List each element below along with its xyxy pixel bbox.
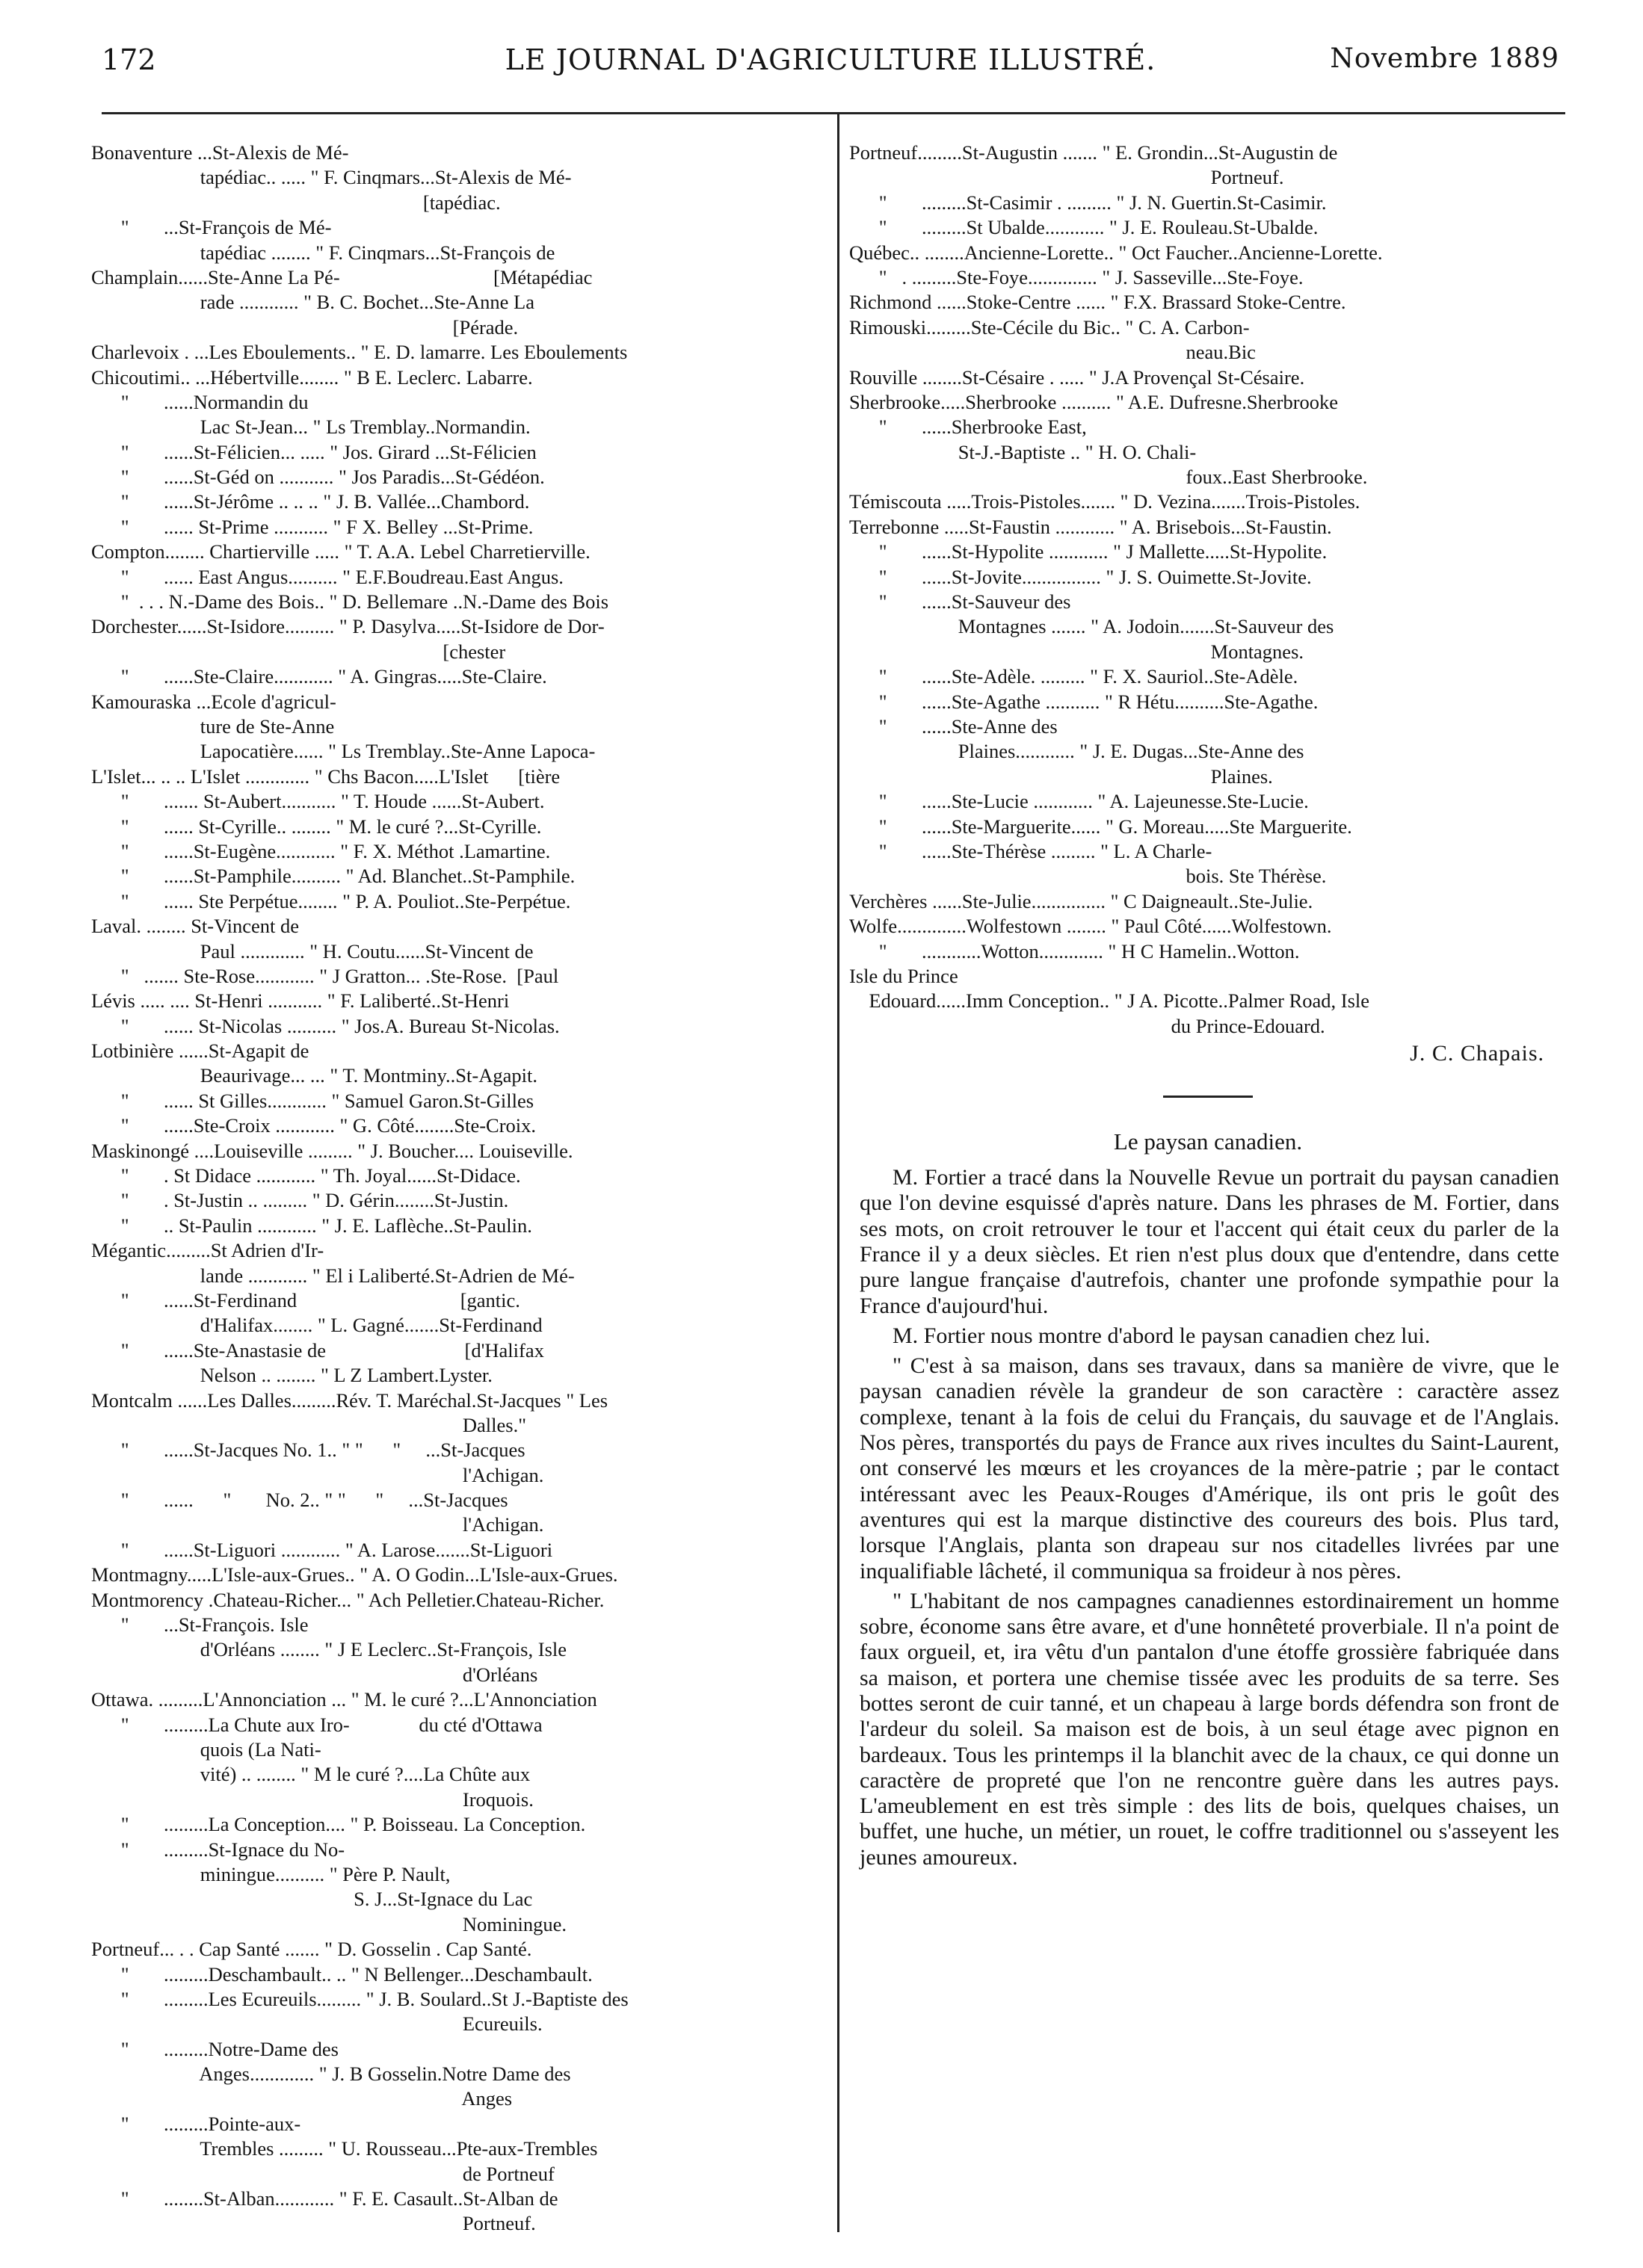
- directory-line: d'Orléans ........ " J E Leclerc..St-François, Isle: [91, 1638, 567, 1661]
- directory-entry: [91, 2112, 828, 2136]
- directory-entry: [91, 140, 828, 165]
- directory-line: Compton........ Chartierville ..... " T. A.A. Lebel Charretierville.: [91, 540, 591, 563]
- directory-line: tapédiac ........ " F. Cinqmars...St-François de: [91, 241, 555, 264]
- directory-entry: [849, 489, 1567, 514]
- directory-line: Lapocatière...... " Ls Tremblay..Ste-Anne Lapoca-: [91, 740, 596, 763]
- directory-line: " ...... East Angus.......... " E.F.Boudreau.East Angus.: [91, 565, 564, 588]
- article-body: [849, 1165, 1567, 1870]
- directory-entry: [849, 989, 1567, 1039]
- directory-line: " ...... St-Nicolas .......... " Jos.A. Bureau St-Nicolas.: [91, 1014, 560, 1037]
- directory-entry: [91, 1139, 828, 1164]
- directory-entry: [849, 614, 1567, 664]
- directory-line: " .........St-Casimir . ......... " J. N. Guertin.St-Casimir.: [849, 191, 1327, 214]
- directory-line: Lotbinière ......St-Agapit de: [91, 1039, 309, 1063]
- directory-entry: [91, 889, 828, 914]
- directory-entry: [849, 789, 1567, 814]
- directory-line: Laval. ........ St-Vincent de: [91, 915, 300, 938]
- directory-line: Montmorency .Chateau-Richer... " Ach Pelletier.Chateau-Richer.: [91, 1588, 605, 1611]
- directory-line: Isle du Prince: [849, 964, 958, 987]
- directory-entry: [91, 939, 828, 964]
- directory-line: " .........Deschambault.. .. " N Bellenger...Deschambault.: [91, 1962, 593, 1986]
- directory-entry: [91, 1338, 828, 1363]
- directory-entry: [849, 690, 1567, 714]
- directory-entry: [91, 2136, 828, 2187]
- directory-entry: [91, 914, 828, 939]
- directory-line: Beaurivage... ... " T. Montminy..St-Agapit.: [91, 1064, 537, 1087]
- directory-line: quois (La Nati-: [91, 1738, 321, 1761]
- directory-line: l'Achigan.: [91, 1513, 544, 1536]
- directory-line: vité) .. ........ " M le curé ?....La Chûte aux: [91, 1763, 531, 1786]
- directory-entry: [849, 739, 1567, 789]
- directory-line: Terrebonne .....St-Faustin ............ " A. Brisebois...St-Faustin.: [849, 515, 1332, 538]
- directory-line: Mégantic.........St Adrien d'Ir-: [91, 1239, 324, 1262]
- directory-entry: [91, 165, 828, 215]
- directory-line: " .........Les Ecureuils......... " J. B. Soulard..St J.-Baptiste des: [91, 1987, 629, 2010]
- directory-entry: [849, 914, 1567, 939]
- directory-entry: [91, 390, 828, 415]
- directory-entry: [91, 1563, 828, 1587]
- right-column-directory: [849, 140, 1567, 1039]
- directory-entry: [849, 440, 1567, 465]
- directory-line: " .. St-Paulin ............ " J. E. Laflèche..St-Paulin.: [91, 1214, 532, 1237]
- directory-entry: [91, 290, 828, 340]
- directory-line: " ...... St Gilles............ " Samuel Garon.St-Gilles: [91, 1089, 534, 1112]
- article-paragraph: M. Fortier nous montre d'abord le paysan canadien chez lui.: [893, 1323, 1431, 1348]
- directory-line: de Portneuf: [91, 2162, 555, 2185]
- directory-line: Anges............. " J. B Gosselin.Notre Dame des: [91, 2062, 571, 2086]
- directory-entry: [91, 1363, 828, 1388]
- directory-line: Trembles ......... " U. Rousseau...Pte-aux-Trembles: [91, 2137, 598, 2160]
- directory-entry: [91, 565, 828, 590]
- directory-entry: [849, 191, 1567, 215]
- directory-line: Verchères ......Ste-Julie............... " C Daigneault..Ste-Julie.: [849, 889, 1313, 912]
- directory-line: Charlevoix . ...Les Eboulements.. " E. D. lamarre. Les Eboulements: [91, 341, 628, 364]
- right-column: [849, 140, 1567, 1870]
- directory-entry: [91, 1937, 828, 1962]
- directory-line: " . St Didace ............ " Th. Joyal......St-Didace.: [91, 1164, 521, 1187]
- directory-line: " ......St-Jérôme .. .. .. " J. B. Vallée...Chambord.: [91, 490, 530, 513]
- directory-line: " ......Ste-Thérèse ......... " L. A Charle-: [849, 839, 1212, 862]
- directory-line: " ......St-Sauveur des: [849, 590, 1071, 614]
- directory-line: foux..East Sherbrooke.: [849, 466, 1368, 489]
- directory-entry: [91, 714, 828, 739]
- directory-line: " ...... " No. 2.. " " " ...St-Jacques: [91, 1489, 508, 1512]
- directory-line: l'Achigan.: [91, 1463, 544, 1486]
- directory-entry: [849, 290, 1567, 315]
- directory-entry: [91, 1238, 828, 1263]
- directory-line: Lac St-Jean... " Ls Tremblay..Normandin.: [91, 415, 531, 439]
- directory-entry: [91, 2037, 828, 2062]
- directory-entry: [91, 2187, 828, 2237]
- directory-line: " . .........Ste-Foye.............. " J. Sasseville...Ste-Foye.: [849, 265, 1304, 288]
- directory-entry: [91, 1214, 828, 1238]
- directory-entry: [91, 614, 828, 664]
- directory-entry: [91, 440, 828, 465]
- article-title: Le paysan canadien.: [1113, 1128, 1303, 1155]
- directory-line: " .........La Conception.... " P. Boisseau. La Conception.: [91, 1813, 586, 1836]
- directory-line: " ......St-Géd on ........... " Jos Paradis...St-Gédéon.: [91, 466, 545, 489]
- directory-line: Anges: [91, 2087, 513, 2110]
- directory-line: Montmagny.....L'Isle-aux-Grues.. " A. O Godin...L'Isle-aux-Grues.: [91, 1563, 618, 1586]
- directory-line: lande ............ " El i Laliberté.St-Adrien de Mé-: [91, 1264, 575, 1287]
- directory-line: S. J...St-Ignace du Lac: [91, 1888, 533, 1911]
- directory-line: " . . . N.-Dame des Bois.. " D. Bellemare ..N.-Dame des Bois: [91, 590, 609, 614]
- directory-line: Kamouraska ...Ecole d'agricul-: [91, 690, 336, 713]
- directory-line: Plaines............ " J. E. Dugas...Ste-Anne des: [849, 740, 1304, 763]
- directory-line: " ....... St-Aubert........... " T. Houde ......St-Aubert.: [91, 790, 545, 813]
- directory-line: " .........La Chute aux Iro- du cté d'Ottawa: [91, 1713, 543, 1736]
- directory-line: Nominingue.: [91, 1912, 567, 1935]
- directory-line: " .........St Ubalde............ " J. E. Rouleau.St-Ubalde.: [849, 216, 1319, 239]
- directory-entry: [91, 989, 828, 1013]
- directory-entry: [91, 590, 828, 614]
- directory-entry: [849, 964, 1567, 989]
- directory-line: tapédiac.. ..... " F. Cinqmars...St-Alexis de Mé-: [91, 166, 572, 189]
- article-paragraph: " C'est à sa maison, dans ses travaux, dans sa manière de vivre, que le paysan canadien révèle la grandeur de son caractère : caractère assez complexe, tenant à la fois de celui du Français, du sauvage et de l'Anglais. Nos pères, transportés du pays de France aux rives incultes du Saint-Laurent, ont conservé les mœurs et les croyances de la mère-patrie ; par le contact intéressant avec les Peaux-Rouges d'Amérique, ils ont pris le goût des aventures qui est la marque distinctive des coureurs des bois. Plus tard, lorsque l'Anglais, planta son drapeau sur nos citadelles livrées par une inqualifiable lâcheté, il communiqua sa froideur à nos pères.: [860, 1353, 1559, 1583]
- directory-entry: [91, 241, 828, 265]
- directory-entry: [91, 1613, 828, 1637]
- directory-entry: [849, 939, 1567, 964]
- directory-entry: [849, 340, 1567, 365]
- directory-entry: [91, 1862, 828, 1887]
- directory-line: Chicoutimi.. ...Hébertville........ " B E. Leclerc. Labarre.: [91, 365, 533, 389]
- directory-line: " ......Ste-Agathe ........... " R Hétu..........Ste-Agathe.: [849, 690, 1319, 713]
- directory-entry: [849, 540, 1567, 564]
- directory-entry: [849, 714, 1567, 739]
- directory-entry: [91, 1438, 828, 1488]
- directory-entry: [91, 1538, 828, 1563]
- section-divider: [1163, 1096, 1253, 1098]
- directory-line: rade ............ " B. C. Bochet...Ste-Anne La: [91, 291, 534, 314]
- left-column-directory: [91, 140, 828, 2237]
- directory-entry: [91, 1089, 828, 1113]
- directory-entry: [91, 1313, 828, 1338]
- directory-line: Maskinongé ....Louiseville ......... " J. Boucher.... Louiseville.: [91, 1139, 573, 1162]
- directory-line: Portneuf.........St-Augustin ....... " E. Grondin...St-Augustin de: [849, 141, 1338, 164]
- directory-line: " ......St-Ferdinand [gantic.: [91, 1288, 520, 1311]
- directory-entry: [849, 365, 1567, 390]
- directory-line: Dorchester......St-Isidore.......... " P. Dasylva.....St-Isidore de Dor-: [91, 615, 605, 638]
- article-paragraph: " L'habitant de nos campagnes canadiennes estordinairement un homme sobre, économe sans être avare, et d'une honnêteté proverbiale. Il n'a point de faux orgueil, et, ira vêtu d'un pantalon d'une étoffe grossière fabriquée dans sa maison, et portera une chemise tissée avec les produits de sa terre. Ses bottes seront de cuir tanné, et un chapeau à large bords défendra son front de l'ardeur du soleil. Sa maison est de bois, à un seul étage avec pignon en bardeaux. Tous les printemps il la blanchit avec de la chaux, ce qui donne un caractère de propreté que l'on ne rencontre guère dans les autres pays. L'ameublement en est très simple : des lits de bois, quelques chaises, un buffet, une huche, un métier, un rouet, le coffre traditionnel ou s'asseyent les jeunes amoureux.: [860, 1588, 1559, 1870]
- directory-line: miningue.......... " Père P. Nault,: [91, 1862, 451, 1885]
- directory-entry: [91, 739, 828, 764]
- directory-line: " ......Ste-Marguerite...... " G. Moreau.....Ste Marguerite.: [849, 815, 1352, 838]
- directory-line: ture de Ste-Anne: [91, 714, 335, 738]
- journal-title: LE JOURNAL D'AGRICULTURE ILLUSTRÉ.: [505, 43, 1156, 76]
- directory-entry: [849, 415, 1567, 439]
- signature: J. C. Chapais.: [1410, 1041, 1544, 1066]
- directory-line: " ............Wotton............. " H C Hamelin..Wotton.: [849, 939, 1300, 962]
- directory-line: " ......Ste-Adèle. ......... " F. X. Sauriol..Ste-Adèle.: [849, 665, 1298, 688]
- directory-line: " ......St-Félicien... ..... " Jos. Girard ...St-Félicien: [91, 440, 537, 463]
- directory-line: Sherbrooke.....Sherbrooke .......... " A.E. Dufresne.Sherbrooke: [849, 390, 1339, 413]
- directory-entry: [91, 489, 828, 514]
- directory-entry: [91, 1188, 828, 1213]
- directory-line: Plaines.: [849, 764, 1273, 788]
- directory-entry: [91, 789, 828, 814]
- page-number: 172: [102, 43, 156, 76]
- directory-entry: [91, 1288, 828, 1313]
- directory-line: neau.Bic: [849, 341, 1256, 364]
- directory-line: St-J.-Baptiste .. " H. O. Chali-: [849, 440, 1197, 463]
- directory-line: Dalles.": [91, 1413, 527, 1436]
- directory-entry: [91, 964, 828, 989]
- directory-entry: [91, 1264, 828, 1288]
- directory-line: " ......St-Pamphile.......... " Ad. Blanchet..St-Pamphile.: [91, 865, 576, 888]
- directory-entry: [91, 365, 828, 390]
- directory-line: " . St-Justin .. ......... " D. Gérin........St-Justin.: [91, 1189, 509, 1212]
- directory-line: Québec.. ........Ancienne-Lorette.. " Oct Faucher..Ancienne-Lorette.: [849, 241, 1383, 264]
- directory-line: Portneuf.: [849, 166, 1284, 189]
- directory-entry: [91, 1014, 828, 1039]
- directory-entry: [91, 1987, 828, 2037]
- directory-entry: [849, 664, 1567, 689]
- directory-line: Montagnes ....... " A. Jodoin.......St-Sauveur des: [849, 615, 1334, 638]
- directory-entry: [91, 864, 828, 889]
- directory-line: Témiscouta .....Trois-Pistoles....... " D. Vezina.......Trois-Pistoles.: [849, 490, 1360, 513]
- directory-entry: [91, 340, 828, 365]
- directory-line: " ......St-Liguori ............ " A. Larose.......St-Liguori: [91, 1538, 553, 1561]
- directory-line: " ......St-Jovite................ " J. S. Ouimette.St-Jovite.: [849, 565, 1312, 588]
- directory-entry: [91, 1812, 828, 1837]
- directory-entry: [849, 864, 1567, 889]
- directory-line: " ......Ste-Claire............ " A. Gingras.....Ste-Claire.: [91, 665, 547, 688]
- directory-entry: [849, 315, 1567, 340]
- directory-line: L'Islet... .. .. L'Islet ............. " Chs Bacon.....L'Islet [tière: [91, 764, 561, 788]
- directory-line: " ...... Ste Perpétue........ " P. A. Pouliot..Ste-Perpétue.: [91, 889, 571, 912]
- issue-date: Novembre 1889: [1330, 43, 1559, 74]
- directory-line: Portneuf.: [91, 2212, 536, 2235]
- directory-line: du Prince-Edouard.: [849, 1014, 1325, 1037]
- directory-line: " ...... St-Prime ........... " F X. Belley ...St-Prime.: [91, 515, 534, 538]
- article-paragraph: M. Fortier a tracé dans la Nouvelle Revue un portrait du paysan canadien que l'on devine esquissé d'après nature. Dans les phrases de M. Fortier, dans ses mots, on croit retrouver le tour et l'accent qui était ceux du parler de la France il y a deux siècles. Et rien n'est plus doux que d'entendre, dans cette pure langue française d'autrefois, chanter une profonde sympathie pour la France d'aujourd'hui.: [860, 1165, 1559, 1318]
- directory-entry: [849, 241, 1567, 265]
- directory-line: d'Halifax........ " L. Gagné.......St-Ferdinand: [91, 1314, 543, 1337]
- directory-line: " ......Ste-Anne des: [849, 714, 1058, 738]
- directory-entry: [849, 140, 1567, 191]
- directory-line: " ......Ste-Lucie ............ " A. Lajeunesse.Ste-Lucie.: [849, 790, 1309, 813]
- directory-entry: [91, 2062, 828, 2112]
- directory-entry: [91, 664, 828, 689]
- page-header: [102, 43, 1559, 88]
- directory-line: " ......Ste-Croix ............ " G. Côté........Ste-Croix.: [91, 1114, 537, 1137]
- directory-entry: [91, 1962, 828, 1987]
- directory-entry: [91, 1687, 828, 1712]
- directory-entry: [849, 815, 1567, 839]
- directory-line: " ........St-Alban............ " F. E. Casault..St-Alban de: [91, 2187, 558, 2210]
- directory-line: Portneuf... . . Cap Santé ....... " D. Gosselin . Cap Santé.: [91, 1938, 532, 1961]
- directory-line: Iroquois.: [91, 1787, 534, 1811]
- directory-line: Rimouski.........Ste-Cécile du Bic.. " C. A. Carbon-: [849, 315, 1250, 339]
- directory-entry: [91, 1063, 828, 1088]
- directory-entry: [91, 1388, 828, 1439]
- directory-line: [Pérade.: [91, 315, 519, 339]
- header-rule: [102, 112, 1565, 114]
- directory-line: Wolfe..............Wolfestown ........ " Paul Côté......Wolfestown.: [849, 915, 1332, 938]
- directory-line: bois. Ste Thérèse.: [849, 865, 1327, 888]
- directory-entry: [91, 1762, 828, 1812]
- directory-entry: [91, 764, 828, 789]
- directory-entry: [91, 815, 828, 839]
- directory-entry: [91, 690, 828, 714]
- directory-line: " ......Normandin du: [91, 390, 309, 413]
- directory-line: " ....... Ste-Rose............ " J Gratton... .Ste-Rose. [Paul: [91, 964, 559, 987]
- directory-line: " ......Ste-Anastasie de [d'Halifax: [91, 1338, 544, 1362]
- directory-entry: [91, 1588, 828, 1613]
- directory-entry: [849, 839, 1567, 864]
- directory-line: " ......St-Eugène............ " F. X. Méthot .Lamartine.: [91, 839, 551, 862]
- directory-entry: [849, 465, 1567, 489]
- directory-entry: [91, 265, 828, 290]
- directory-entry: [91, 515, 828, 540]
- directory-line: d'Orléans: [91, 1663, 538, 1686]
- directory-line: " ...St-François de Mé-: [91, 216, 332, 239]
- directory-entry: [91, 1488, 828, 1538]
- directory-entry: [849, 265, 1567, 290]
- directory-entry: [849, 565, 1567, 590]
- directory-entry: [91, 1637, 828, 1687]
- directory-line: " ......St-Jacques No. 1.. " " " ...St-Jacques: [91, 1439, 525, 1462]
- directory-entry: [91, 415, 828, 439]
- directory-line: " .........St-Ignace du No-: [91, 1838, 345, 1861]
- column-divider: [837, 114, 839, 2232]
- directory-entry: [91, 1113, 828, 1138]
- directory-entry: [849, 515, 1567, 540]
- directory-entry: [849, 215, 1567, 240]
- directory-entry: [91, 1887, 828, 1937]
- directory-line: Rouville ........St-Césaire . ..... " J.A Provençal St-Césaire.: [849, 365, 1305, 389]
- directory-entry: [91, 465, 828, 489]
- directory-line: Ottawa. .........L'Annonciation ... " M. le curé ?...L'Annonciation: [91, 1688, 597, 1711]
- directory-line: Nelson .. ........ " L Z Lambert.Lyster.: [91, 1364, 493, 1387]
- directory-line: " ......Sherbrooke East,: [849, 415, 1087, 439]
- directory-line: Ecureuils.: [91, 2012, 543, 2036]
- directory-line: [chester: [91, 640, 506, 663]
- directory-line: Edouard......Imm Conception.. " J A. Picotte..Palmer Road, Isle: [849, 989, 1370, 1013]
- directory-entry: [91, 215, 828, 240]
- directory-line: Bonaventure ...St-Alexis de Mé-: [91, 141, 349, 164]
- directory-entry: [849, 390, 1567, 415]
- directory-entry: [91, 839, 828, 864]
- directory-line: Richmond ......Stoke-Centre ...... " F.X. Brassard Stoke-Centre.: [849, 291, 1346, 314]
- directory-line: " ......St-Hypolite ............ " J Mallette.....St-Hypolite.: [849, 540, 1328, 563]
- directory-line: Montagnes.: [849, 640, 1304, 663]
- directory-entry: [91, 1039, 828, 1063]
- directory-entry: [91, 1164, 828, 1188]
- directory-entry: [91, 1838, 828, 1862]
- directory-line: [tapédiac.: [91, 191, 501, 214]
- directory-line: " ...... St-Cyrille.. ........ " M. le curé ?...St-Cyrille.: [91, 815, 542, 838]
- directory-line: Lévis ..... .... St-Henri ........... " F. Laliberté..St-Henri: [91, 989, 510, 1013]
- directory-line: " .........Notre-Dame des: [91, 2037, 339, 2060]
- directory-line: Montcalm ......Les Dalles.........Rév. T. Maréchal.St-Jacques " Les: [91, 1388, 608, 1412]
- directory-entry: [91, 540, 828, 564]
- directory-line: " .........Pointe-aux-: [91, 2112, 301, 2135]
- directory-entry: [91, 1713, 828, 1737]
- directory-line: " ...St-François. Isle: [91, 1613, 309, 1637]
- directory-line: Paul ............. " H. Coutu......St-Vincent de: [91, 939, 534, 962]
- directory-entry: [849, 889, 1567, 914]
- directory-line: Champlain......Ste-Anne La Pé- [Métapédiac: [91, 265, 593, 288]
- directory-entry: [849, 590, 1567, 614]
- directory-entry: [91, 1737, 828, 1762]
